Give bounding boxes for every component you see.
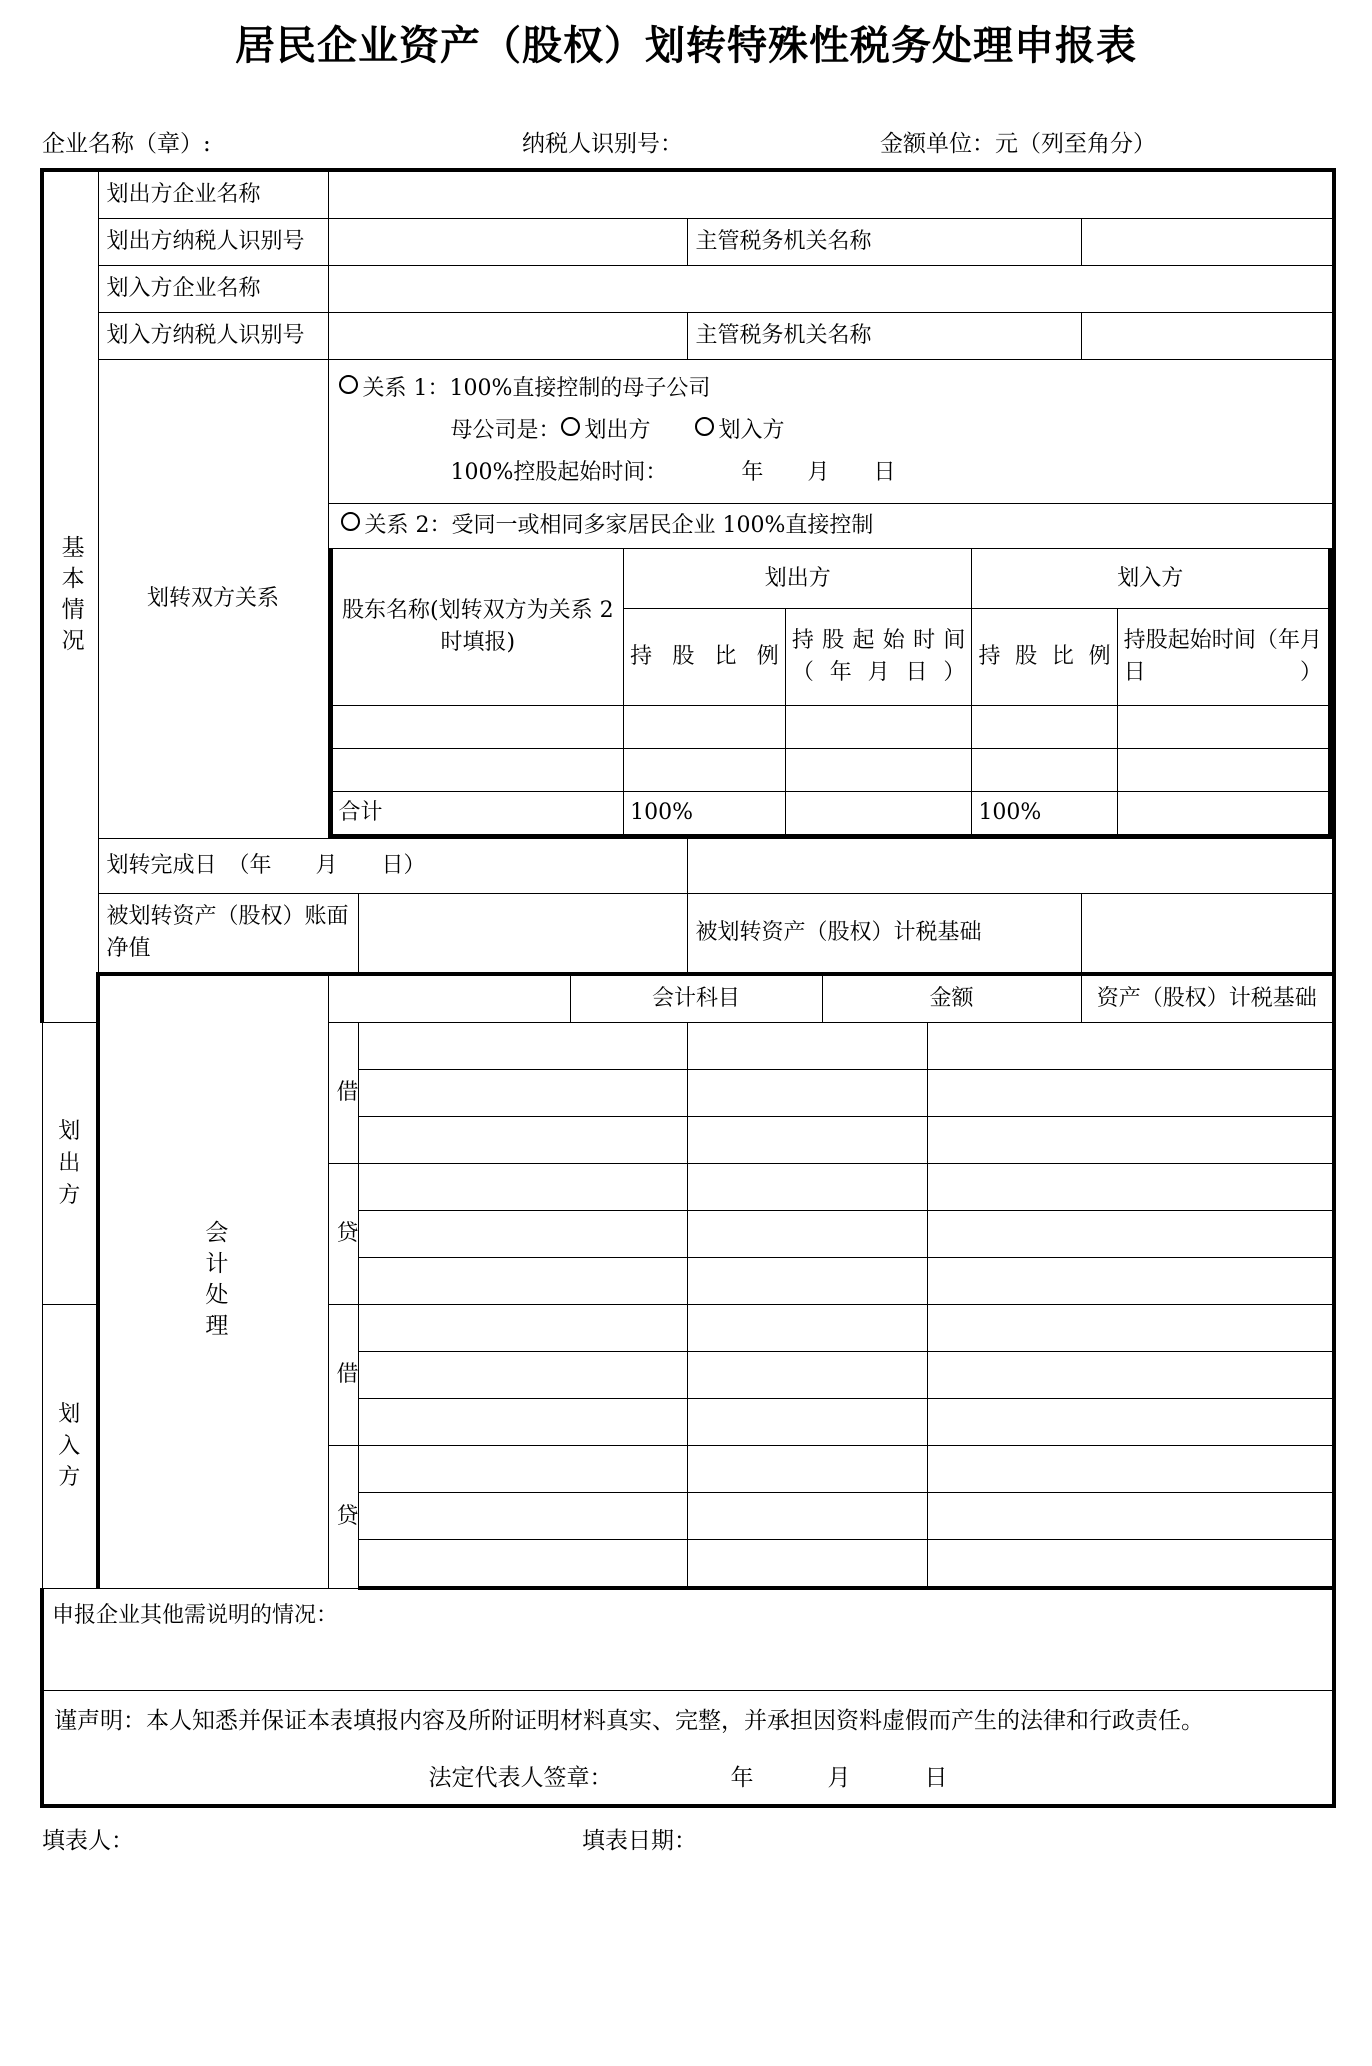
relation2-data-row bbox=[331, 706, 1331, 749]
accounting-transferee-credit-taxbasis[interactable] bbox=[927, 1540, 1334, 1589]
relation2-shareholder-value[interactable] bbox=[331, 749, 624, 792]
relation1-block bbox=[328, 360, 1334, 504]
fill-date-label: 填表日期： bbox=[582, 1827, 697, 1854]
transferee-name-label: 划入方企业名称 bbox=[98, 266, 328, 313]
relation2-transferee-start-value[interactable] bbox=[1117, 706, 1330, 749]
relation2-transferor-ratio-value[interactable] bbox=[624, 749, 786, 792]
relation2-transferee-ratio-value[interactable] bbox=[972, 749, 1117, 792]
accounting-transferee-credit-taxbasis[interactable] bbox=[927, 1493, 1334, 1540]
transferee-taxid-label: 划入方纳税人识别号 bbox=[98, 313, 328, 360]
holding-start-day[interactable]: 日 bbox=[873, 459, 896, 485]
radio-relation1-icon[interactable] bbox=[339, 375, 358, 394]
accounting-col-tax-basis: 资产（股权）计税基础 bbox=[1081, 974, 1334, 1023]
accounting-transferor-debit-taxbasis[interactable] bbox=[927, 1070, 1334, 1117]
accounting-transferor-credit-amount[interactable] bbox=[687, 1258, 927, 1305]
relation2-table bbox=[329, 504, 1333, 838]
accounting-col-subject: 会计科目 bbox=[570, 974, 822, 1023]
page-title: 居民企业资产（股权）划转特殊性税务处理申报表 bbox=[235, 22, 1137, 69]
relation1-holding-start-row bbox=[339, 452, 1323, 494]
relation2-total-transferee-start[interactable] bbox=[1117, 792, 1330, 837]
accounting-transferee-debit-subject[interactable] bbox=[358, 1352, 687, 1399]
accounting-transferor-debit-amount[interactable] bbox=[687, 1070, 927, 1117]
relation2-total-row bbox=[331, 792, 1331, 837]
accounting-transferee-debit-amount[interactable] bbox=[687, 1305, 927, 1352]
footer-line bbox=[40, 1808, 1332, 1855]
completion-date-label: 划转完成日 （年 月 日） bbox=[98, 839, 687, 894]
relation2-transferee-group-header: 划入方 bbox=[972, 549, 1330, 608]
accounting-transferee-credit-amount[interactable] bbox=[687, 1493, 927, 1540]
transferee-taxid-value[interactable] bbox=[328, 313, 687, 360]
relation1-parent-row bbox=[339, 410, 1323, 452]
accounting-transferee-credit-amount[interactable] bbox=[687, 1540, 927, 1589]
relation2-transferor-start-value[interactable] bbox=[785, 749, 972, 792]
relation2-total-transferor-start[interactable] bbox=[785, 792, 972, 837]
transferee-name-value[interactable] bbox=[328, 266, 1334, 313]
accounting-transferee-credit-label: 贷 bbox=[328, 1446, 358, 1589]
relation2-transferor-ratio-value[interactable] bbox=[624, 706, 786, 749]
section-accounting-label: 会计处理 bbox=[98, 974, 328, 1588]
relation2-transferee-start-header: 持股起始时间（年月日） bbox=[1117, 608, 1330, 706]
transferor-name-label: 划出方企业名称 bbox=[98, 170, 328, 219]
relationship-label: 划转双方关系 bbox=[98, 360, 328, 839]
transferee-tax-authority-value[interactable] bbox=[1081, 313, 1334, 360]
preparer-label: 填表人： bbox=[42, 1827, 134, 1854]
holding-start-label: 100%控股起始时间： bbox=[450, 459, 668, 485]
relation2-block bbox=[328, 504, 1334, 839]
relation2-shareholder-value[interactable] bbox=[331, 706, 624, 749]
accounting-transferor-credit-subject[interactable] bbox=[358, 1164, 687, 1211]
accounting-transferee-debit-taxbasis[interactable] bbox=[927, 1305, 1334, 1352]
accounting-transferee-debit-amount[interactable] bbox=[687, 1352, 927, 1399]
signature-label: 法定代表人签章： bbox=[428, 1764, 613, 1791]
tax-basis-label: 被划转资产（股权）计税基础 bbox=[687, 894, 1081, 975]
amount-unit-label: 金额单位：元（列至角分） bbox=[880, 131, 1156, 157]
declaration-text: 谨声明：本人知悉并保证本表填报内容及所附证明材料真实、完整，并承担因资料虚假而产生的法律和行政责任。 bbox=[54, 1708, 1204, 1735]
accounting-transferee-debit-amount[interactable] bbox=[687, 1399, 927, 1446]
relation1-title-row[interactable] bbox=[339, 368, 1323, 410]
relation2-transferee-ratio-header: 持股比例 bbox=[972, 608, 1117, 706]
book-value-input[interactable] bbox=[358, 894, 687, 975]
relation2-transferee-start-value[interactable] bbox=[1117, 749, 1330, 792]
accounting-transferor-credit-subject[interactable] bbox=[358, 1258, 687, 1305]
holding-start-month[interactable]: 月 bbox=[807, 459, 830, 485]
tax-basis-input[interactable] bbox=[1081, 894, 1334, 975]
signature-year[interactable]: 年 bbox=[730, 1764, 754, 1791]
relation2-title: 关系 2：受同一或相同多家居民企业 100%直接控制 bbox=[364, 513, 874, 539]
relation2-data-row bbox=[331, 749, 1331, 792]
signature-row bbox=[44, 1748, 1332, 1804]
notes-section[interactable]: 申报企业其他需说明的情况： bbox=[42, 1588, 1334, 1691]
section-basic-label: 基本情况 bbox=[42, 170, 98, 1023]
accounting-transferor-debit-label: 借 bbox=[328, 1023, 358, 1164]
signature-month[interactable]: 月 bbox=[827, 1764, 851, 1791]
accounting-transferor-debit-amount[interactable] bbox=[687, 1023, 927, 1070]
accounting-transferor-credit-amount[interactable] bbox=[687, 1164, 927, 1211]
relation2-transferor-start-header: 持股起始时间（年月日） bbox=[785, 608, 972, 706]
accounting-transferor-credit-taxbasis[interactable] bbox=[927, 1258, 1334, 1305]
accounting-col-amount: 金额 bbox=[822, 974, 1081, 1023]
accounting-transferor-debit-taxbasis[interactable] bbox=[927, 1117, 1334, 1164]
radio-parent-transferor-icon[interactable] bbox=[561, 417, 580, 436]
relation2-shareholder-col-header: 股东名称(划转双方为关系 2 时填报) bbox=[331, 549, 624, 706]
book-value-label: 被划转资产（股权）账面净值 bbox=[98, 894, 358, 975]
relation1-option-transferee[interactable]: 划入方 bbox=[718, 417, 785, 443]
accounting-transferee-debit-subject[interactable] bbox=[358, 1399, 687, 1446]
accounting-transferor-credit-amount[interactable] bbox=[687, 1211, 927, 1258]
accounting-transferor-credit-label: 贷 bbox=[328, 1164, 358, 1305]
accounting-transferor-credit-subject[interactable] bbox=[358, 1211, 687, 1258]
main-form-table bbox=[40, 168, 1336, 1808]
relation2-total-transferee-ratio: 100% bbox=[972, 792, 1117, 837]
transferor-tax-authority-label: 主管税务机关名称 bbox=[687, 219, 1081, 266]
accounting-transferor-debit-subject[interactable] bbox=[358, 1023, 687, 1070]
accounting-header-blank bbox=[328, 974, 570, 1023]
accounting-transferor-debit-taxbasis[interactable] bbox=[927, 1023, 1334, 1070]
accounting-transferee-credit-taxbasis[interactable] bbox=[927, 1446, 1334, 1493]
taxpayer-id-label: 纳税人识别号： bbox=[522, 131, 683, 157]
accounting-transferee-debit-taxbasis[interactable] bbox=[927, 1352, 1334, 1399]
relation2-title-row[interactable] bbox=[331, 504, 1331, 548]
signature-day[interactable]: 日 bbox=[924, 1764, 948, 1791]
transferee-tax-authority-label: 主管税务机关名称 bbox=[687, 313, 1081, 360]
completion-date-value[interactable] bbox=[687, 839, 1334, 894]
accounting-transferor-label: 划出方 bbox=[42, 1023, 98, 1305]
holding-start-year[interactable]: 年 bbox=[741, 459, 764, 485]
accounting-transferee-credit-subject[interactable] bbox=[358, 1540, 687, 1589]
accounting-transferor-credit-taxbasis[interactable] bbox=[927, 1164, 1334, 1211]
relation1-parent-label: 母公司是： bbox=[450, 417, 561, 443]
relation1-option-transferor[interactable]: 划出方 bbox=[584, 417, 651, 443]
transferor-tax-authority-value[interactable] bbox=[1081, 219, 1334, 266]
transferor-name-value[interactable] bbox=[328, 170, 1334, 219]
relation2-transferor-start-value[interactable] bbox=[785, 706, 972, 749]
accounting-transferor-debit-subject[interactable] bbox=[358, 1070, 687, 1117]
relation2-transferor-group-header: 划出方 bbox=[624, 549, 972, 608]
accounting-transferor-credit-taxbasis[interactable] bbox=[927, 1211, 1334, 1258]
relation1-title: 关系 1：100%直接控制的母子公司 bbox=[362, 376, 711, 401]
accounting-transferee-debit-label: 借 bbox=[328, 1305, 358, 1446]
accounting-transferee-debit-taxbasis[interactable] bbox=[927, 1399, 1334, 1446]
accounting-transferor-debit-amount[interactable] bbox=[687, 1117, 927, 1164]
accounting-transferee-credit-subject[interactable] bbox=[358, 1493, 687, 1540]
header-info-line bbox=[40, 77, 1332, 168]
accounting-transferee-label: 划入方 bbox=[42, 1305, 98, 1589]
accounting-transferee-credit-amount[interactable] bbox=[687, 1446, 927, 1493]
relation2-transferor-ratio-header: 持股比例 bbox=[624, 608, 786, 706]
accounting-transferor-debit-subject[interactable] bbox=[358, 1117, 687, 1164]
transferor-taxid-label: 划出方纳税人识别号 bbox=[98, 219, 328, 266]
declaration-section bbox=[42, 1691, 1334, 1806]
relation2-total-transferor-ratio: 100% bbox=[624, 792, 786, 837]
company-name-label: 企业名称（章）: bbox=[42, 131, 211, 157]
accounting-transferee-credit-subject[interactable] bbox=[358, 1446, 687, 1493]
transferor-taxid-value[interactable] bbox=[328, 219, 687, 266]
relation2-transferee-ratio-value[interactable] bbox=[972, 706, 1117, 749]
relation2-total-label: 合计 bbox=[331, 792, 624, 837]
radio-relation2-icon[interactable] bbox=[341, 512, 360, 531]
radio-parent-transferee-icon[interactable] bbox=[695, 417, 714, 436]
accounting-transferee-debit-subject[interactable] bbox=[358, 1305, 687, 1352]
